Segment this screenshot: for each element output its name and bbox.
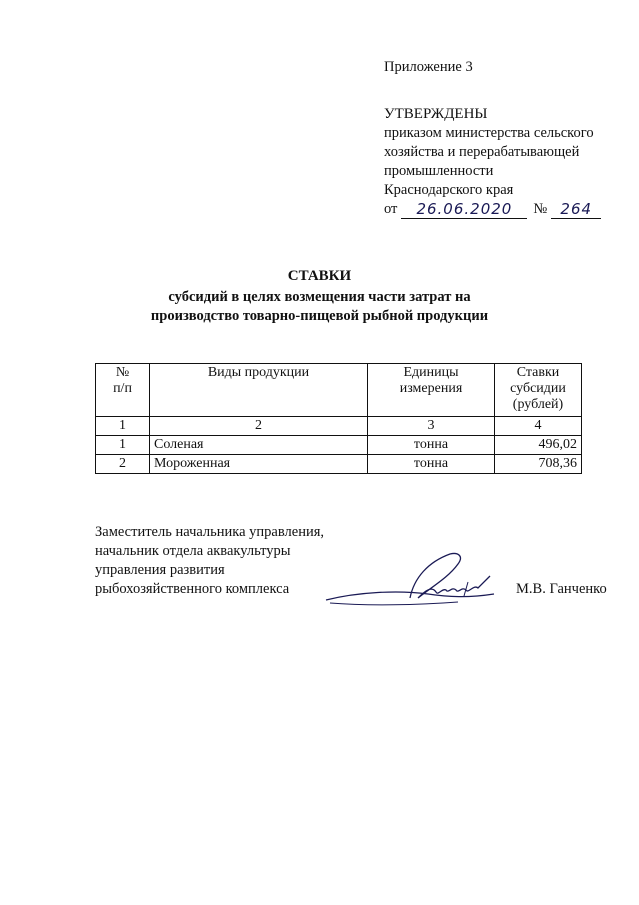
header-product (150, 364, 368, 417)
rates-table (95, 363, 582, 474)
header-number (96, 364, 150, 417)
handwritten-number: 264 (551, 200, 601, 219)
numbering-cell: 4 (495, 417, 582, 436)
signer-position-2: начальник отдела аквакультуры (95, 543, 291, 559)
title-main: СТАВКИ (287, 268, 352, 284)
approved-heading: УТВЕРЖДЕНЫ (384, 106, 488, 122)
row-rate: 496,02 (495, 436, 582, 455)
signer-position-4: рыбохозяйственного комплекса (95, 581, 290, 597)
approval-line-3: промышленности (384, 163, 494, 179)
handwritten-date: 26.06.2020 (401, 200, 527, 219)
date-number-line (384, 200, 629, 219)
header-rate-text: Ставки субсидии (рублей) (510, 365, 566, 412)
row-number: 1 (96, 436, 150, 455)
approval-line-1: приказом министерства сельского (384, 125, 594, 141)
approval-line-4: Краснодарского края (384, 182, 514, 198)
row-product: Соленая (150, 436, 368, 455)
date-prefix: от (384, 201, 398, 217)
approval-line-2: хозяйства и перерабатывающей (384, 144, 580, 160)
table-row (96, 436, 582, 455)
table-row (96, 455, 582, 474)
header-rate (495, 364, 582, 417)
signer-name: М.В. Ганченко (516, 581, 607, 597)
signer-position-3: управления развития (95, 562, 225, 578)
appendix-label: Приложение 3 (384, 59, 473, 75)
numbering-cell: 3 (368, 417, 495, 436)
table-header-row (96, 364, 582, 417)
title-line-2: производство товарно-пищевой рыбной продукции (150, 308, 489, 324)
header-product-text: Виды продукции (207, 365, 310, 380)
numbering-cell: 2 (150, 417, 368, 436)
document-title (0, 267, 639, 326)
signature-block (95, 523, 355, 599)
row-product: Мороженная (150, 455, 368, 474)
row-rate: 708,36 (495, 455, 582, 474)
row-number: 2 (96, 455, 150, 474)
approval-block (384, 58, 629, 219)
signer-position-1: Заместитель начальника управления, (95, 524, 325, 540)
header-unit-text: Единицы измерения (399, 365, 463, 396)
title-line-1: субсидий в целях возмещения части затрат на (168, 289, 471, 305)
row-unit: тонна (368, 436, 495, 455)
header-unit (368, 364, 495, 417)
number-sign: № (533, 201, 548, 217)
table-numbering-row (96, 417, 582, 436)
header-number-text: № п/п (113, 365, 132, 396)
handwritten-signature (318, 548, 508, 614)
row-unit: тонна (368, 455, 495, 474)
numbering-cell: 1 (96, 417, 150, 436)
